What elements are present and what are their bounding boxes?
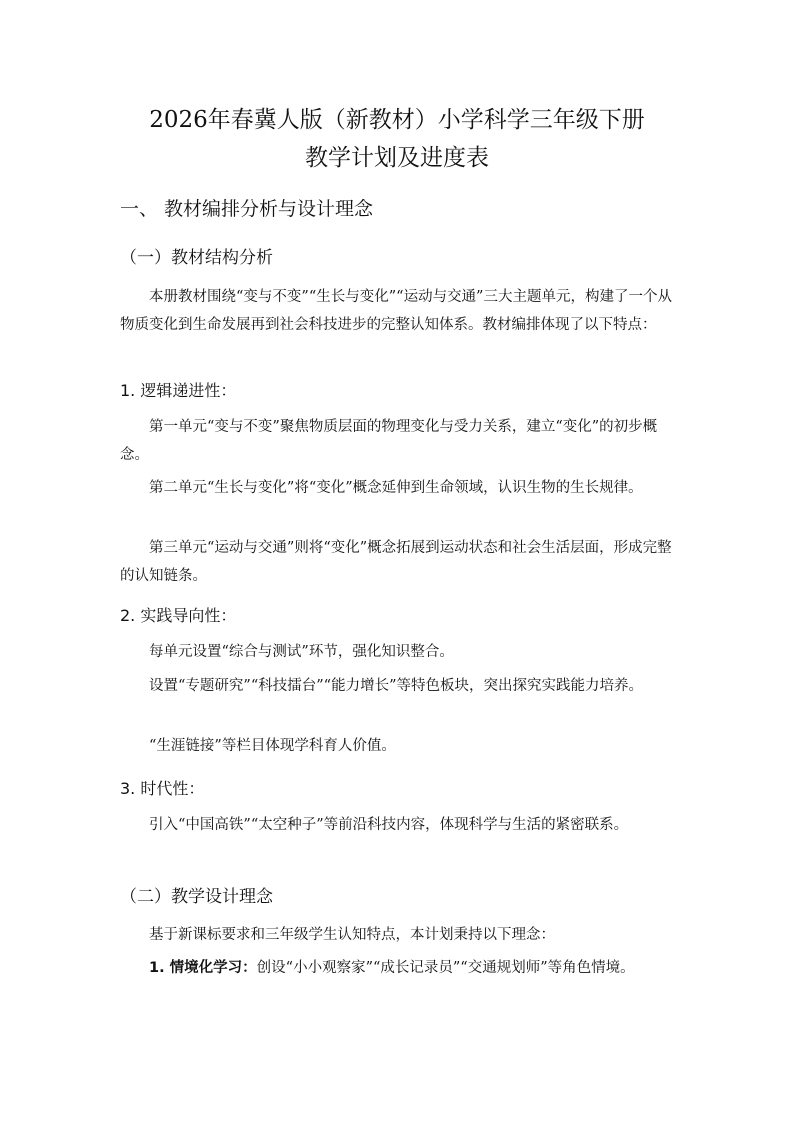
paragraph-unit3: 第三单元“运动与交通”则将“变化”概念拓展到运动状态和社会生活层面，形成完整的认知链条。 (120, 540, 672, 584)
document-title-line1: 2026年春冀人版（新教材）小学科学三年级下册 (149, 107, 645, 133)
paragraph-structure-intro: 本册教材围绕“变与不变”“生长与变化”“运动与交通”三大主题单元，构建了一个从物质变化到生命发展再到社会科技进步的完整认知体系。教材编排体现了以下特点： (120, 289, 672, 333)
subsection-heading-2: （二）教学设计理念 (120, 887, 273, 907)
paragraph-practice-2: 设置“专题研究”“科技擂台”“能力增长”等特色板块，突出探究实践能力培养。 (149, 678, 643, 694)
paragraph-unit2: 第二单元“生长与变化”将“变化”概念延伸到生命领域，认识生物的生长规律。 (149, 480, 643, 496)
paragraph-practice-1: 每单元设置“综合与测试”环节，强化知识整合。 (149, 644, 454, 660)
point-heading-practice: 2. 实践导向性： (120, 606, 237, 625)
paragraph-modern-1: 引入“中国高铁”“太空种子”等前沿科技内容，体现科学与生活的紧密联系。 (149, 817, 629, 833)
paragraph-practice-3: “生涯链接”等栏目体现学科育人价值。 (149, 738, 396, 754)
section-heading-1: 一、 教材编排分析与设计理念 (120, 198, 374, 220)
subsection-heading-1: （一）教材结构分析 (120, 248, 273, 268)
design-item1-label: 1. 情境化学习： (149, 960, 257, 976)
design-item1-text: 创设“小小观察家”“成长记录员”“交通规划师”等角色情境。 (256, 960, 635, 976)
document-title-line2: 教学计划及进度表 (305, 145, 489, 171)
paragraph-design-item1 (120, 954, 676, 982)
point-heading-modern: 3. 时代性： (120, 779, 205, 798)
paragraph-unit1: 第一单元“变与不变”聚焦物质层面的物理变化与受力关系，建立“变化”的初步概念。 (120, 419, 658, 463)
point-heading-logic: 1. 逻辑递进性： (120, 381, 237, 400)
paragraph-design-intro: 基于新课标要求和三年级学生认知特点，本计划秉持以下理念： (149, 927, 555, 943)
